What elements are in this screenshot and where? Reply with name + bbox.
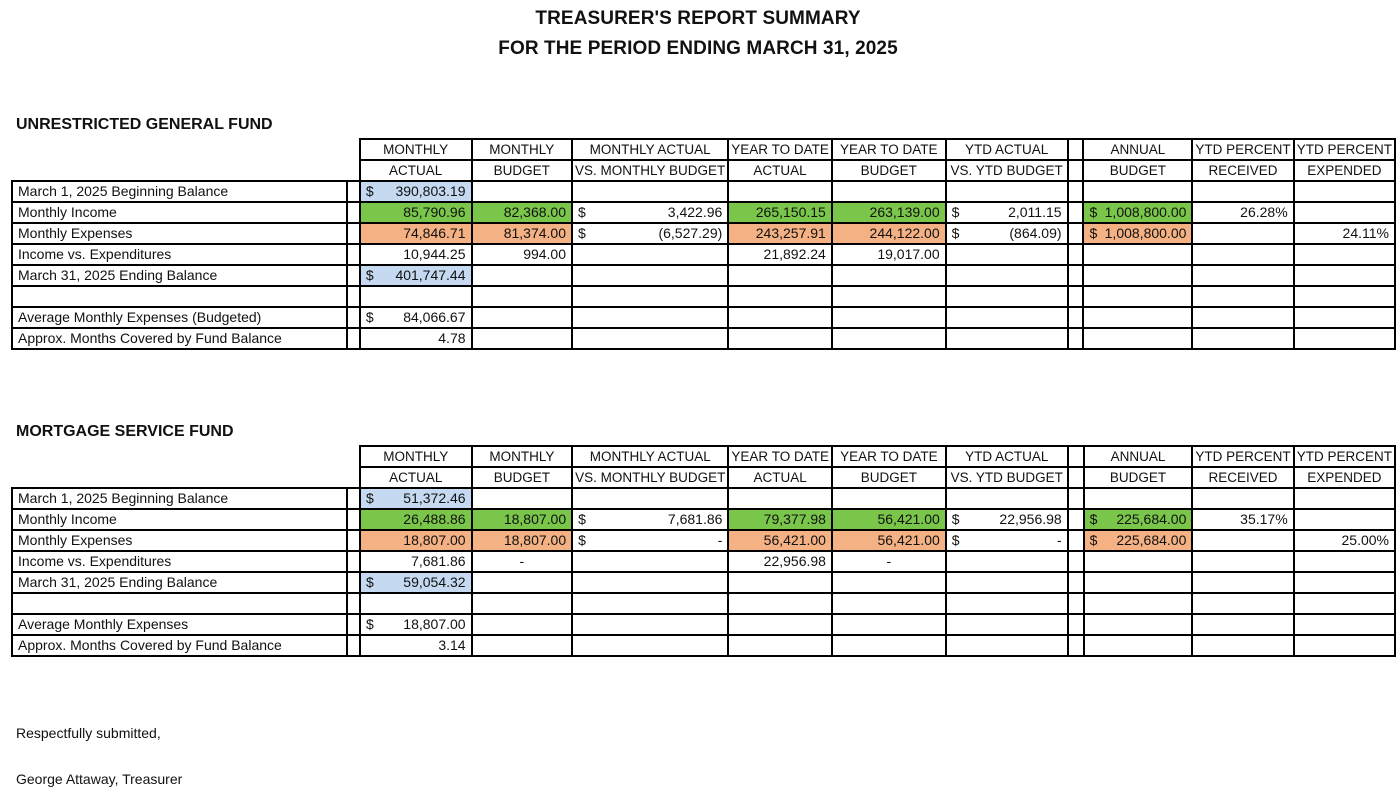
income-vs-expenditures-row [12,244,1395,265]
income-ytd-actual: 265,150.15 [728,202,832,223]
monthly-income-row [12,202,1395,223]
net-monthly-actual: 7,681.86 [360,551,472,572]
average-expenses-cell: $ 18,807.00 [360,614,472,635]
spacer-cell [1068,160,1084,181]
row-label: Monthly Income [12,202,347,223]
income-ytd-budget: 263,139.00 [832,202,946,223]
row-label: Monthly Expenses [12,530,347,551]
col-header: ANNUAL [1084,446,1193,467]
expenses-ytd-actual: 243,257.91 [728,223,832,244]
col-header: YTD ACTUAL [946,139,1068,160]
beginning-balance-row [12,488,1395,509]
ytd-percent-expended: 24.11% [1294,223,1395,244]
months-covered-row [12,635,1395,656]
expenses-annual-budget: $ 225,684.00 [1084,530,1193,551]
income-monthly-actual: 85,790.96 [360,202,472,223]
row-label: March 31, 2025 Ending Balance [12,265,347,286]
closing-text: Respectfully submitted, [16,725,161,741]
income-monthly-actual: 26,488.86 [360,509,472,530]
row-label: March 31, 2025 Ending Balance [12,572,347,593]
row-label: March 1, 2025 Beginning Balance [12,488,347,509]
report-subtitle: FOR THE PERIOD ENDING MARCH 31, 2025 [498,38,898,59]
row-label: Average Monthly Expenses [12,614,347,635]
expenses-ytd-budget: 244,122.00 [832,223,946,244]
col-header: VS. MONTHLY BUDGET [572,467,728,488]
mortgage-fund-table [11,445,1396,657]
income-monthly-budget: 18,807.00 [472,509,573,530]
col-header: BUDGET [472,160,573,181]
row-label: Monthly Expenses [12,223,347,244]
expenses-ytd-variance: $ (864.09) [946,223,1068,244]
header-row-1 [12,446,1395,467]
months-covered-cell: 3.14 [360,635,472,656]
col-header: VS. MONTHLY BUDGET [572,160,728,181]
income-ytd-variance: $ 2,011.15 [946,202,1068,223]
row-label: Average Monthly Expenses (Budgeted) [12,307,347,328]
row-label: Income vs. Expenditures [12,551,347,572]
ending-balance-row [12,572,1395,593]
spacer-cell [1068,139,1084,160]
col-header: BUDGET [832,160,946,181]
spacer-cell [1068,446,1084,467]
col-header: YEAR TO DATE [832,446,946,467]
ending-balance-cell: $ 401,747.44 [360,265,472,286]
ytd-percent-expended: 25.00% [1294,530,1395,551]
unrestricted-fund-table [11,138,1396,350]
blank-row [12,286,1395,307]
col-header: YTD PERCENT [1294,446,1395,467]
col-header: YTD ACTUAL [946,446,1068,467]
months-covered-row [12,328,1395,349]
report-title: TREASURER'S REPORT SUMMARY [535,8,861,29]
header-row-2 [12,467,1395,488]
expenses-monthly-budget: 81,374.00 [472,223,573,244]
header-row-1 [12,139,1395,160]
beginning-balance-cell: $ 51,372.46 [360,488,472,509]
col-header: VS. YTD BUDGET [946,467,1068,488]
income-vs-expenditures-row [12,551,1395,572]
col-header: BUDGET [472,467,573,488]
col-header: YEAR TO DATE [728,139,832,160]
net-monthly-budget: 994.00 [472,244,573,265]
expenses-ytd-variance: $ - [946,530,1068,551]
col-header: MONTHLY [360,446,472,467]
col-header: BUDGET [1083,160,1192,181]
col-header: MONTHLY [472,139,573,160]
col-header: ACTUAL [728,467,832,488]
col-header: YEAR TO DATE [728,446,832,467]
col-header: MONTHLY ACTUAL [572,446,728,467]
income-ytd-actual: 79,377.98 [728,509,832,530]
expenses-monthly-variance: $ (6,527.29) [572,223,728,244]
monthly-expenses-row [12,530,1395,551]
months-covered-cell: 4.78 [360,328,472,349]
net-ytd-budget: - [832,551,946,572]
col-header: YEAR TO DATE [832,139,946,160]
col-header: VS. YTD BUDGET [946,160,1068,181]
income-monthly-variance: $ 3,422.96 [572,202,728,223]
row-label: Income vs. Expenditures [12,244,347,265]
expenses-ytd-budget: 56,421.00 [832,530,946,551]
expenses-ytd-actual: 56,421.00 [728,530,832,551]
col-header: ACTUAL [360,160,472,181]
col-header: ACTUAL [360,467,472,488]
col-header: ANNUAL [1083,139,1192,160]
row-label: Monthly Income [12,509,347,530]
col-header: BUDGET [832,467,946,488]
col-header: YTD PERCENT [1294,139,1395,160]
signature-text: George Attaway, Treasurer [16,771,183,787]
header-row-2 [12,160,1395,181]
col-header: MONTHLY [360,139,472,160]
row-label: March 1, 2025 Beginning Balance [12,181,347,202]
income-annual-budget: $ 225,684.00 [1084,509,1193,530]
beginning-balance-row [12,181,1395,202]
net-ytd-budget: 19,017.00 [832,244,946,265]
col-header: EXPENDED [1294,467,1395,488]
average-expenses-cell: $ 84,066.67 [360,307,472,328]
col-header: EXPENDED [1294,160,1395,181]
col-header: RECEIVED [1192,160,1293,181]
spacer-cell [1068,467,1084,488]
col-header: YTD PERCENT [1192,139,1293,160]
net-ytd-actual: 22,956.98 [728,551,832,572]
expenses-monthly-budget: 18,807.00 [472,530,573,551]
ytd-percent-received: 26.28% [1192,202,1293,223]
col-header: RECEIVED [1192,467,1293,488]
income-monthly-variance: $ 7,681.86 [572,509,728,530]
ending-balance-row [12,265,1395,286]
expenses-monthly-actual: 74,846.71 [360,223,472,244]
col-header: MONTHLY ACTUAL [572,139,728,160]
net-monthly-budget: - [472,551,573,572]
unrestricted-fund-heading: UNRESTRICTED GENERAL FUND [16,116,273,133]
expenses-monthly-variance: $ - [572,530,728,551]
mortgage-fund-heading: MORTGAGE SERVICE FUND [16,423,234,440]
ytd-percent-received: 35.17% [1192,509,1293,530]
expenses-annual-budget: $ 1,008,800.00 [1083,223,1192,244]
net-monthly-actual: 10,944.25 [360,244,472,265]
expenses-monthly-actual: 18,807.00 [360,530,472,551]
income-ytd-budget: 56,421.00 [832,509,946,530]
monthly-expenses-row [12,223,1395,244]
col-header: BUDGET [1084,467,1193,488]
beginning-balance-cell: $ 390,803.19 [360,181,472,202]
col-header: MONTHLY [472,446,573,467]
average-expenses-row [12,614,1395,635]
blank-row [12,593,1395,614]
row-label: Approx. Months Covered by Fund Balance [12,635,347,656]
average-expenses-row [12,307,1395,328]
income-monthly-budget: 82,368.00 [472,202,573,223]
income-annual-budget: $ 1,008,800.00 [1083,202,1192,223]
ending-balance-cell: $ 59,054.32 [360,572,472,593]
income-ytd-variance: $ 22,956.98 [946,509,1068,530]
col-header: ACTUAL [728,160,832,181]
net-ytd-actual: 21,892.24 [728,244,832,265]
monthly-income-row [12,509,1395,530]
col-header: YTD PERCENT [1192,446,1293,467]
row-label: Approx. Months Covered by Fund Balance [12,328,347,349]
